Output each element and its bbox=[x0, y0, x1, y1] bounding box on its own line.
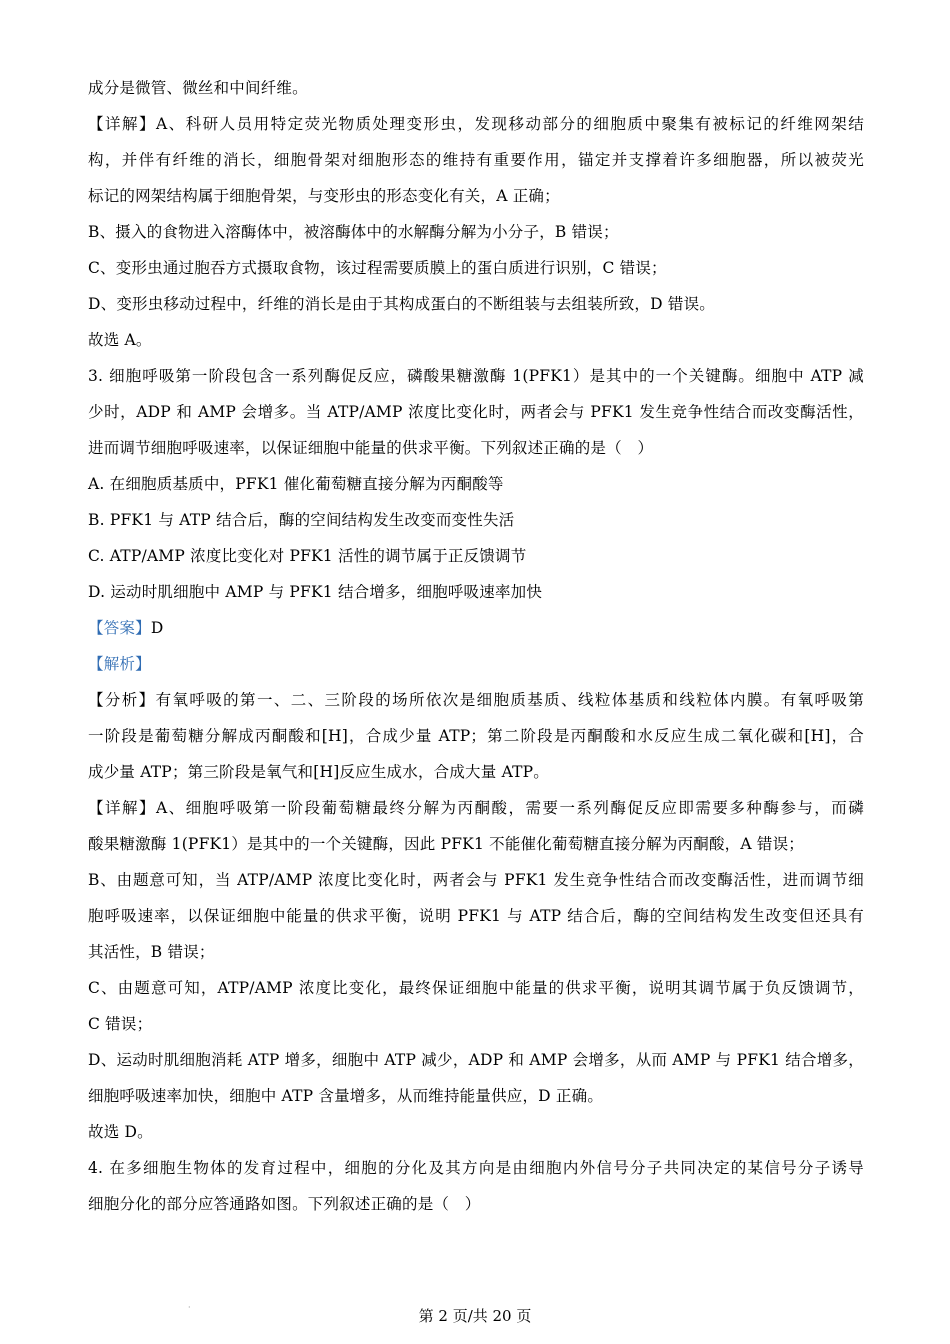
option-a: A. 在细胞质基质中，PFK1 催化葡萄糖直接分解为丙酮酸等 bbox=[88, 475, 504, 493]
detail-line-5: 其活性，B 错误； bbox=[88, 943, 215, 961]
option-b: B. PFK1 与 ATP 结合后，酶的空间结构发生改变而变性失活 bbox=[88, 511, 515, 529]
text-line-8: 故选 A。 bbox=[88, 331, 152, 349]
detail-line-6: C、由题意可知，ATP/AMP 浓度比变化，最终保证细胞中能量的供求平衡，说明其调节属于负反馈调节， bbox=[88, 979, 864, 997]
text-line-7: D、变形虫移动过程中，纤维的消长是由于其构成蛋白的不断组装与去组装所致，D 错误。 bbox=[88, 295, 715, 313]
answer-value: D bbox=[150, 619, 164, 637]
option-d: D. 运动时肌细胞中 AMP 与 PFK1 结合增多，细胞呼吸速率加快 bbox=[88, 583, 543, 601]
question-3-stem-line-2: 少时，ADP 和 AMP 会增多。当 ATP/AMP 浓度比变化时，两者会与 PFK1 发生竞争性结合而改变酶活性， bbox=[88, 403, 864, 421]
detail-line-7: C 错误； bbox=[88, 1015, 153, 1033]
analysis-line-3: 成少量 ATP；第三阶段是氧气和[H]反应生成水，合成大量 ATP。 bbox=[88, 763, 549, 781]
question-4-stem-line-1: 4. 在多细胞生物体的发育过程中，细胞的分化及其方向是由细胞内外信号分子共同决定的某信号分子诱导 bbox=[88, 1159, 864, 1177]
text-line-6: C、变形虫通过胞吞方式摄取食物，该过程需要质膜上的蛋白质进行识别，C 错误； bbox=[88, 259, 667, 277]
option-c: C. ATP/AMP 浓度比变化对 PFK1 活性的调节属于正反馈调节 bbox=[88, 547, 527, 565]
text-line-3: 构，并伴有纤维的消长，细胞骨架对细胞形态的维持有重要作用，锚定并支撑着许多细胞器，所以被荧光 bbox=[88, 151, 864, 169]
decorative-dot: · bbox=[188, 1303, 191, 1312]
answer-line bbox=[88, 616, 864, 640]
question-3-stem-line-3: 进而调节细胞呼吸速率，以保证细胞中能量的供求平衡。下列叙述正确的是（ ） bbox=[88, 439, 654, 457]
detail-line-1: 【详解】A、细胞呼吸第一阶段葡萄糖最终分解为丙酮酸，需要一系列酶促反应即需要多种酶参与，而磷 bbox=[88, 799, 864, 817]
text-line-4: 标记的网架结构属于细胞骨架，与变形虫的形态变化有关，A 正确； bbox=[88, 187, 560, 205]
page-footer: 第 2 页/共 20 页 bbox=[418, 1307, 532, 1325]
question-4-stem-line-2: 细胞分化的部分应答通路如图。下列叙述正确的是（ ） bbox=[88, 1195, 481, 1213]
text-line-1: 成分是微管、微丝和中间纤维。 bbox=[88, 79, 308, 97]
analysis-line-2: 一阶段是葡萄糖分解成丙酮酸和[H]，合成少量 ATP；第二阶段是丙酮酸和水反应生成二氧化碳和[H]，合 bbox=[88, 727, 864, 745]
analysis-line-1: 【分析】有氧呼吸的第一、二、三阶段的场所依次是细胞质基质、线粒体基质和线粒体内膜。有氧呼吸第 bbox=[88, 691, 864, 709]
answer-label: 【答案】 bbox=[88, 619, 151, 637]
question-3-stem-line-1: 3. 细胞呼吸第一阶段包含一系列酶促反应，磷酸果糖激酶 1(PFK1）是其中的一个关键酶。细胞中 ATP 减 bbox=[88, 367, 864, 385]
analysis-label: 【解析】 bbox=[88, 655, 151, 673]
text-line-5: B、摄入的食物进入溶酶体中，被溶酶体中的水解酶分解为小分子，B 错误； bbox=[88, 223, 619, 241]
detail-line-8: D、运动时肌细胞消耗 ATP 增多，细胞中 ATP 减少，ADP 和 AMP 会增多，从而 AMP 与 PFK1 结合增多， bbox=[88, 1051, 864, 1069]
detail-line-10: 故选 D。 bbox=[88, 1123, 153, 1141]
document-body bbox=[88, 76, 864, 1228]
detail-line-4: 胞呼吸速率，以保证细胞中能量的供求平衡，说明 PFK1 与 ATP 结合后，酶的空间结构发生改变但还具有 bbox=[88, 907, 864, 925]
analysis-heading bbox=[88, 652, 864, 676]
text-line-2: 【详解】A、科研人员用特定荧光物质处理变形虫，发现移动部分的细胞质中聚集有被标记的纤维网架结 bbox=[88, 115, 864, 133]
detail-line-9: 细胞呼吸速率加快，细胞中 ATP 含量增多，从而维持能量供应，D 正确。 bbox=[88, 1087, 604, 1105]
detail-line-3: B、由题意可知，当 ATP/AMP 浓度比变化时，两者会与 PFK1 发生竞争性结合而改变酶活性，进而调节细 bbox=[88, 871, 864, 889]
detail-line-2: 酸果糖激酶 1(PFK1）是其中的一个关键酶，因此 PFK1 不能催化葡萄糖直接分解为丙酮酸，A 错误； bbox=[88, 835, 804, 853]
